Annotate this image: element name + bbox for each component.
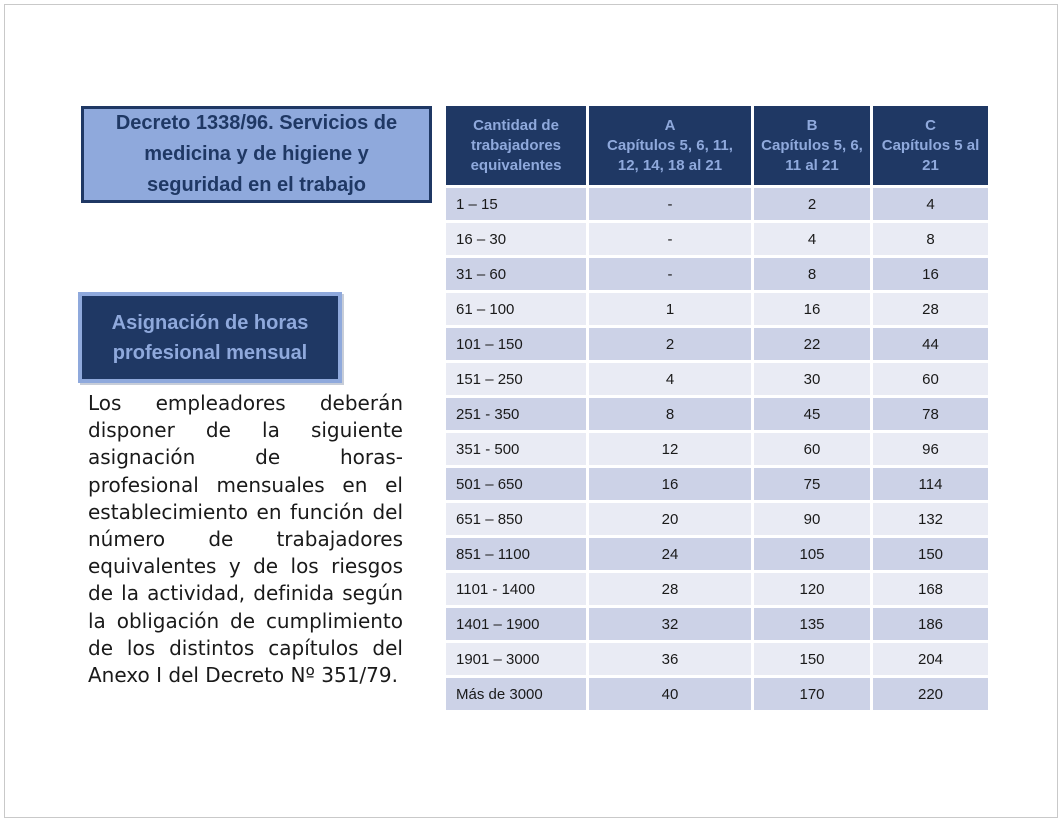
table-row xyxy=(446,433,988,465)
header-col-c-subtitle: Capítulos 5 al 21 xyxy=(881,136,980,174)
header-col-c xyxy=(873,106,988,185)
header-col-b-letter: B xyxy=(806,116,818,134)
cell-b: 16 xyxy=(754,293,870,325)
cell-a: 4 xyxy=(589,363,751,395)
table-row xyxy=(446,608,988,640)
cell-range: 101 – 150 xyxy=(446,328,586,360)
cell-c: 4 xyxy=(873,188,988,220)
cell-a: 1 xyxy=(589,293,751,325)
cell-b: 8 xyxy=(754,258,870,290)
cell-c: 150 xyxy=(873,538,988,570)
cell-b: 120 xyxy=(754,573,870,605)
cell-a: 2 xyxy=(589,328,751,360)
cell-a: 24 xyxy=(589,538,751,570)
cell-b: 2 xyxy=(754,188,870,220)
cell-b: 135 xyxy=(754,608,870,640)
cell-range: 501 – 650 xyxy=(446,468,586,500)
header-workers-title: Cantidad de trabajadores equivalentes xyxy=(470,116,562,174)
cell-c: 114 xyxy=(873,468,988,500)
cell-range: 251 - 350 xyxy=(446,398,586,430)
cell-b: 22 xyxy=(754,328,870,360)
header-col-b-subtitle: Capítulos 5, 6, 11 al 21 xyxy=(761,136,863,174)
cell-a: - xyxy=(589,258,751,290)
cell-c: 78 xyxy=(873,398,988,430)
cell-a: - xyxy=(589,223,751,255)
table-row xyxy=(446,363,988,395)
header-row xyxy=(446,106,988,185)
table-row xyxy=(446,293,988,325)
cell-range: 61 – 100 xyxy=(446,293,586,325)
cell-a: 20 xyxy=(589,503,751,535)
header-col-a xyxy=(589,106,751,185)
cell-range: 151 – 250 xyxy=(446,363,586,395)
cell-c: 132 xyxy=(873,503,988,535)
table-row xyxy=(446,678,988,710)
cell-b: 105 xyxy=(754,538,870,570)
section-title-box xyxy=(78,292,342,383)
header-col-a-letter: A xyxy=(664,116,676,134)
cell-range: 1 – 15 xyxy=(446,188,586,220)
cell-b: 170 xyxy=(754,678,870,710)
cell-range: 851 – 1100 xyxy=(446,538,586,570)
cell-a: 12 xyxy=(589,433,751,465)
cell-range: 16 – 30 xyxy=(446,223,586,255)
table-row xyxy=(446,258,988,290)
header-col-a-subtitle: Capítulos 5, 6, 11, 12, 14, 18 al 21 xyxy=(607,136,733,174)
table-header xyxy=(446,106,988,185)
cell-b: 45 xyxy=(754,398,870,430)
table-row xyxy=(446,538,988,570)
table-row xyxy=(446,328,988,360)
cell-c: 60 xyxy=(873,363,988,395)
cell-range: 1901 – 3000 xyxy=(446,643,586,675)
table-row xyxy=(446,503,988,535)
cell-b: 60 xyxy=(754,433,870,465)
body-paragraph: Los empleadores deberán disponer de la siguiente asignación de horas-profesional mensuales en el establecimiento en función del número de trabajadores equivalentes y de los riesgos de la actividad, definida según la obligación de cumplimiento de los distintos capítulos del Anexo I del Decreto Nº 351/79. xyxy=(88,391,403,688)
table-row xyxy=(446,398,988,430)
cell-c: 220 xyxy=(873,678,988,710)
cell-a: 28 xyxy=(589,573,751,605)
hours-assignment-table xyxy=(443,103,991,713)
table-body xyxy=(446,188,988,710)
cell-c: 8 xyxy=(873,223,988,255)
table-row xyxy=(446,188,988,220)
table-row xyxy=(446,573,988,605)
cell-c: 186 xyxy=(873,608,988,640)
section-title-text: Asignación de horas profesional mensual xyxy=(111,311,309,364)
cell-range: 351 - 500 xyxy=(446,433,586,465)
cell-c: 96 xyxy=(873,433,988,465)
cell-b: 150 xyxy=(754,643,870,675)
cell-range: 1401 – 1900 xyxy=(446,608,586,640)
table-row xyxy=(446,223,988,255)
cell-a: - xyxy=(589,188,751,220)
header-workers xyxy=(446,106,586,185)
header-col-b xyxy=(754,106,870,185)
cell-b: 30 xyxy=(754,363,870,395)
cell-range: 651 – 850 xyxy=(446,503,586,535)
cell-a: 32 xyxy=(589,608,751,640)
cell-a: 40 xyxy=(589,678,751,710)
cell-a: 16 xyxy=(589,468,751,500)
table-row xyxy=(446,468,988,500)
cell-c: 44 xyxy=(873,328,988,360)
cell-a: 36 xyxy=(589,643,751,675)
cell-range: Más de 3000 xyxy=(446,678,586,710)
decree-title-text: Decreto 1338/96. Servicios de medicina y de higiene y seguridad en el trabajo xyxy=(115,112,398,196)
cell-c: 168 xyxy=(873,573,988,605)
cell-b: 4 xyxy=(754,223,870,255)
table-row xyxy=(446,643,988,675)
decree-title-box xyxy=(81,106,432,203)
cell-c: 204 xyxy=(873,643,988,675)
cell-c: 16 xyxy=(873,258,988,290)
cell-c: 28 xyxy=(873,293,988,325)
header-col-c-letter: C xyxy=(925,116,936,134)
cell-b: 75 xyxy=(754,468,870,500)
cell-range: 1101 - 1400 xyxy=(446,573,586,605)
cell-range: 31 – 60 xyxy=(446,258,586,290)
cell-a: 8 xyxy=(589,398,751,430)
cell-b: 90 xyxy=(754,503,870,535)
